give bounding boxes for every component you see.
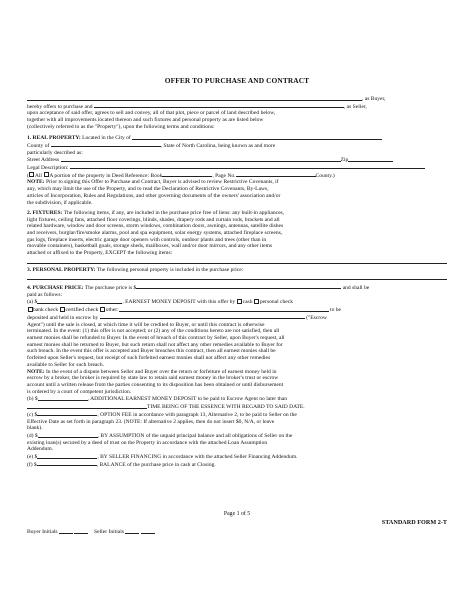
seller-financing-line: (e) $ , BY SELLER FINANCING in accordance with the attached Seller Financing Addendum.: [27, 454, 298, 461]
intro-line-3: upon acceptance of said offer, agrees to sell and convey, all of that plot, piece or parcel of land described below,: [27, 110, 276, 117]
earnest-money-amount-field[interactable]: [37, 298, 122, 304]
deed-county-field[interactable]: [276, 172, 316, 178]
purchase-price-field[interactable]: [136, 284, 341, 290]
deed-book-field[interactable]: [162, 172, 212, 178]
bank-check-checkbox[interactable]: [28, 307, 33, 312]
seller-name-field[interactable]: [94, 103, 344, 109]
real-property-note-4: the subdivision, if applicable.: [27, 199, 93, 206]
assumption-amount-field[interactable]: [38, 432, 98, 438]
option-fee-amount-field[interactable]: [37, 411, 97, 417]
real-property-line-2: County of , State of North Carolina, being known as and more: [27, 142, 276, 149]
legal-description-field[interactable]: [70, 164, 425, 170]
additional-earnest-amount-field[interactable]: [38, 395, 88, 401]
personal-property-line-1: 3. PERSONAL PROPERTY: The following personal property is included in the purchase price:: [27, 267, 244, 273]
assumption-line-1: (d) $ , BY ASSUMPTION of the unpaid principal balance and all obligations of Seller on the: [27, 433, 293, 439]
earnest-note-4: is ordered by a court of competent jurisdiction.: [27, 388, 132, 395]
earnest-note-2: escrow by a broker, the broker is required by state law to retain said earnest money in the broker's trust or escrow: [27, 375, 279, 382]
personal-check-checkbox[interactable]: [254, 299, 259, 304]
zip-field[interactable]: [348, 156, 393, 162]
real-property-note-2: any, which may limit the use of the Property, and to read the Declaration of Restrictive Covenants, By-Laws,: [27, 186, 269, 193]
balance-line: (f) $ , BALANCE of the purchase price in cash at Closing.: [27, 461, 216, 468]
additional-earnest-line-2: TIME BEING OF THE ESSENCE WITH REGARD TO SAID DATE.: [27, 403, 447, 411]
section-heading: 3. PERSONAL PROPERTY:: [27, 267, 96, 273]
intro-line-5: (collectively referred to as the "Property"), upon the following terms and conditions:: [27, 123, 215, 130]
earnest-line-3: deposited and held in escrow by ("Escrow: [27, 314, 327, 321]
real-property-line-1: 1. REAL PROPERTY: Located in the City of: [27, 134, 447, 142]
earnest-line-7: earnest monies shall be returned to Buyer, but such return shall not affect any other remedies available to Buyer for: [27, 341, 283, 348]
earnest-line-9: forfeited upon Seller's request, but receipt of such forfeited earnest monies shall not affect any other remedies: [27, 355, 271, 362]
buyer-initial-1-field[interactable]: [59, 528, 73, 534]
contract-body: [27, 95, 447, 469]
earnest-line-2: bank check certified check other: to be: [27, 306, 447, 314]
earnest-note-3: account until a written release from the parties consenting to its disposition has been obtained or until disbursement: [27, 381, 284, 388]
section-heading: 2. FIXTURES:: [27, 209, 63, 216]
fixtures-line-4: and receivers, burglar/fire/smoke alarms, pool and spa equipment, solar energy systems, attached fireplace screens,: [27, 229, 283, 236]
city-field[interactable]: [132, 134, 382, 140]
fixtures-line-6: movable containers), basketball goals, storage sheds, mailboxes, wall and/or door mirrors, and any other items: [27, 243, 273, 250]
intro-line-1: , as Buyer,: [27, 95, 447, 103]
seller-initial-2-field[interactable]: [141, 528, 155, 534]
cash-checkbox[interactable]: [237, 299, 242, 304]
real-property-note-3: articles of Incorporation, Rules and Regulations, and other governing documents of the owners' association and/or: [27, 192, 281, 199]
option-fee-line-3: blank).: [27, 425, 43, 432]
real-property-line-4: Street Address Zip: [27, 156, 447, 164]
earnest-note-1: NOTE: In the event of a dispute between Seller and Buyer over the return or forfeiture of earnest money held in: [27, 368, 277, 375]
earnest-line-1: (a) $ , EARNEST MONEY DEPOSIT with this offer by cash personal check: [27, 299, 293, 306]
buyer-name-field[interactable]: [27, 95, 362, 101]
purchase-price-line-1: 4. PURCHASE PRICE: The purchase price is $ and shall be: [27, 284, 370, 291]
option-fee-line-2: Effective Date as set forth in paragraph 23. (NOTE: If alternative 2 applies, then do not insert $0, N/A, or leave: [27, 418, 275, 425]
fixtures-line-1: 2. FIXTURES: The following items, if any, are included in the purchase price free of liens: any built-in appliances,: [27, 209, 285, 216]
purchase-price-line-2: paid as follows:: [27, 291, 63, 298]
earnest-line-4: Agent") until the sale is closed, at which time it will be credited to Buyer, or until this contract is otherwise: [27, 321, 265, 328]
real-property-line-5: Legal Description:: [27, 164, 447, 172]
earnest-line-5: terminated. In the event: (1) this offer is not accepted; or (2) any of the conditions hereto are not satisfied, then all: [27, 328, 280, 335]
fixtures-line-2: light fixtures, ceiling fans, attached floor coverings, blinds, shades, drapery rods and curtain rods, brackets and all: [27, 216, 280, 223]
certified-check-checkbox[interactable]: [60, 307, 65, 312]
escrow-agent-field[interactable]: [100, 314, 305, 320]
other-payment-field[interactable]: [119, 306, 329, 312]
seller-financing-amount-field[interactable]: [37, 453, 97, 459]
fixtures-exceptions-field[interactable]: [27, 257, 447, 264]
section-heading: 1. REAL PROPERTY:: [27, 135, 81, 142]
all-checkbox[interactable]: [29, 172, 34, 177]
document-title: OFFER TO PURCHASE AND CONTRACT: [164, 76, 310, 85]
real-property-note-1: NOTE: Prior to signing this Offer to Purchase and Contract, Buyer is advised to review Restrictive Covenants, if: [27, 179, 279, 186]
page-number: Page 1 of 5: [223, 511, 251, 517]
section-heading: 4. PURCHASE PRICE:: [27, 284, 84, 291]
intro-line-4: together with all improvements located thereon and such fixtures and personal property as are listed below: [27, 117, 264, 124]
buyer-initial-2-field[interactable]: [74, 528, 88, 534]
earnest-line-8: such breach. In the event this offer is accepted and Buyer breaches this contract, then all earnest monies shall be: [27, 348, 276, 355]
other-checkbox[interactable]: [100, 307, 105, 312]
additional-earnest-date-field[interactable]: [27, 403, 147, 409]
assumption-line-3: Addendum.: [27, 446, 54, 453]
page-no-field[interactable]: [236, 172, 276, 178]
county-field[interactable]: [51, 142, 161, 148]
real-property-line-6: ( All A portion of the property in Deed Reference: Book , Page No. County.): [27, 172, 335, 179]
additional-earnest-line-1: (b) $ , ADDITIONAL EARNEST MONEY DEPOSIT to be paid to Escrow Agent no later than: [27, 396, 287, 403]
seller-initial-1-field[interactable]: [125, 528, 139, 534]
personal-property-field[interactable]: [27, 274, 447, 281]
intro-line-2: hereby offers to purchase and , as Seller,: [27, 103, 367, 110]
form-number: STANDARD FORM 2-T: [381, 519, 447, 526]
fixtures-line-5: gas logs, fireplace inserts, electric garage door openers with controls, outdoor plants and trees (other than in: [27, 236, 267, 243]
street-address-field[interactable]: [61, 156, 341, 162]
option-fee-line-1: (c) $ , OPTION FEE in accordance with paragraph 13, Alternative 2, to be paid to Seller on the: [27, 411, 297, 418]
fixtures-line-7: attached or affixed to the Property, EXCEPT the following items:: [27, 250, 173, 257]
initials-line: Buyer Initials Seller Initials: [27, 528, 155, 535]
real-property-line-3: particularly described as:: [27, 149, 83, 156]
assumption-line-2: existing loan(s) secured by a deed of trust on the Property in accordance with the attached Loan Assumption: [27, 439, 268, 446]
fixtures-line-3: related hardware, window and door screens, storm windows, combination doors, awnings, antennas, satellite dishes: [27, 223, 284, 230]
earnest-line-6: earnest monies shall be refunded to Buyer. In the event of breach of this contract by Seller, upon Buyer's request, all: [27, 334, 285, 341]
earnest-line-10: available to Seller for such breach.: [27, 361, 105, 368]
balance-amount-field[interactable]: [37, 461, 97, 467]
